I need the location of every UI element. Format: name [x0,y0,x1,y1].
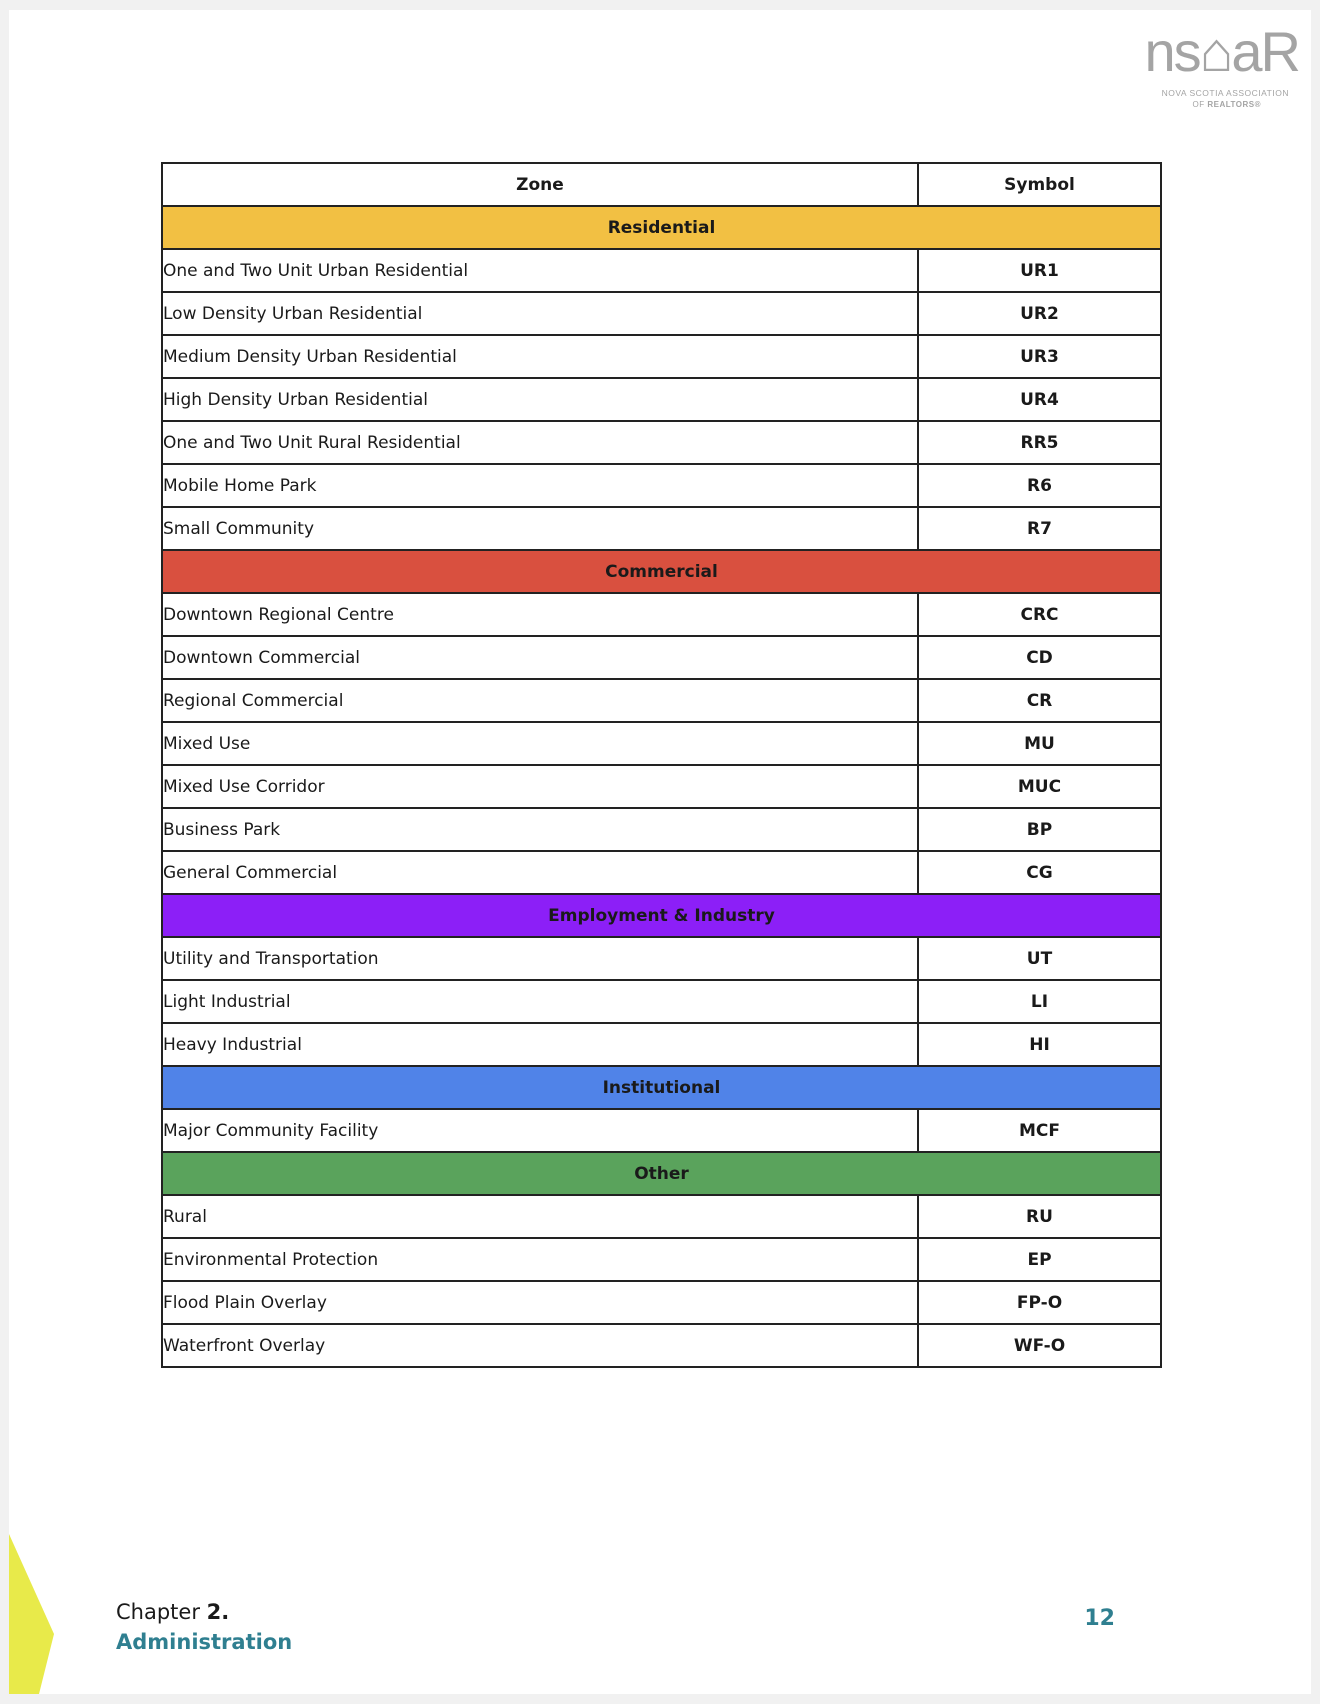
category-label: Other [162,1152,1161,1195]
zone-name-cell: Heavy Industrial [162,1023,918,1066]
zone-name-cell: Medium Density Urban Residential [162,335,918,378]
category-row [162,550,1161,593]
zone-name-cell: Mobile Home Park [162,464,918,507]
page-number: 12 [1084,1606,1115,1631]
zone-name-cell: Environmental Protection [162,1238,918,1281]
symbol-column-header: Symbol [918,163,1161,206]
category-row [162,1066,1161,1109]
zone-symbol-cell: CD [918,636,1161,679]
zone-symbol-cell: WF-O [918,1324,1161,1367]
nsar-logo [1134,20,1299,109]
table-row [162,851,1161,894]
document-page [9,10,1311,1694]
zone-symbol-cell: R6 [918,464,1161,507]
zone-name-cell: Flood Plain Overlay [162,1281,918,1324]
chapter-word: Chapter [116,1600,207,1624]
zone-name-cell: Waterfront Overlay [162,1324,918,1367]
zone-symbol-cell: FP-O [918,1281,1161,1324]
zone-symbol-cell: R7 [918,507,1161,550]
table-row [162,1238,1161,1281]
table-row [162,765,1161,808]
zone-symbol-cell: CR [918,679,1161,722]
zone-symbol-cell: RU [918,1195,1161,1238]
zone-column-header: Zone [162,163,918,206]
table-row [162,421,1161,464]
zone-symbol-cell: UR4 [918,378,1161,421]
table-row [162,1281,1161,1324]
table-row [162,378,1161,421]
zone-symbol-cell: MU [918,722,1161,765]
zone-name-cell: One and Two Unit Rural Residential [162,421,918,464]
zone-symbol-cell: CG [918,851,1161,894]
zone-name-cell: Downtown Commercial [162,636,918,679]
table-row [162,335,1161,378]
category-label: Commercial [162,550,1161,593]
zone-name-cell: One and Two Unit Urban Residential [162,249,918,292]
table-row [162,937,1161,980]
zone-name-cell: Downtown Regional Centre [162,593,918,636]
table-row [162,507,1161,550]
zone-symbol-cell: UR3 [918,335,1161,378]
zone-symbol-cell: CRC [918,593,1161,636]
zone-name-cell: High Density Urban Residential [162,378,918,421]
logo-subtitle-line1: NOVA SCOTIA ASSOCIATION [1161,88,1289,98]
table-row [162,722,1161,765]
zone-symbol-cell: HI [918,1023,1161,1066]
section-title: Administration [116,1630,293,1654]
zone-name-cell: Mixed Use [162,722,918,765]
logo-subtitle-prefix: OF [1192,100,1208,109]
table-row [162,464,1161,507]
zone-symbol-cell: UR2 [918,292,1161,335]
zone-symbol-cell: RR5 [918,421,1161,464]
logo-wordmark: ns⌂aR [1144,20,1299,83]
zone-table-body [162,206,1161,1367]
category-label: Employment & Industry [162,894,1161,937]
chapter-number: 2. [206,1600,230,1624]
zone-name-cell: Mixed Use Corridor [162,765,918,808]
table-row [162,292,1161,335]
category-row [162,894,1161,937]
table-row [162,593,1161,636]
table-row [162,249,1161,292]
zone-symbol-cell: MCF [918,1109,1161,1152]
category-row [162,1152,1161,1195]
logo-subtitle-realtors: REALTORS® [1207,100,1261,109]
table-row [162,808,1161,851]
zone-symbol-cell: UT [918,937,1161,980]
zone-symbol-cell: BP [918,808,1161,851]
category-label: Residential [162,206,1161,249]
zone-name-cell: Light Industrial [162,980,918,1023]
zone-symbol-cell: EP [918,1238,1161,1281]
zone-name-cell: Utility and Transportation [162,937,918,980]
logo-subtitle-line2 [1193,100,1262,109]
category-label: Institutional [162,1066,1161,1109]
zone-name-cell: Small Community [162,507,918,550]
zone-name-cell: Regional Commercial [162,679,918,722]
zone-symbol-cell: MUC [918,765,1161,808]
table-row [162,1023,1161,1066]
category-row [162,206,1161,249]
table-row [162,1195,1161,1238]
corner-decoration-shape [9,1534,69,1694]
table-header-row [162,163,1161,206]
chapter-label [116,1600,229,1624]
zone-symbol-cell: LI [918,980,1161,1023]
table-row [162,980,1161,1023]
table-row [162,679,1161,722]
table-row [162,1109,1161,1152]
zone-symbol-cell: UR1 [918,249,1161,292]
zone-name-cell: Major Community Facility [162,1109,918,1152]
zone-name-cell: Rural [162,1195,918,1238]
table-row [162,1324,1161,1367]
table-row [162,636,1161,679]
zone-name-cell: General Commercial [162,851,918,894]
zone-table [161,162,1162,1368]
zone-name-cell: Low Density Urban Residential [162,292,918,335]
zone-name-cell: Business Park [162,808,918,851]
